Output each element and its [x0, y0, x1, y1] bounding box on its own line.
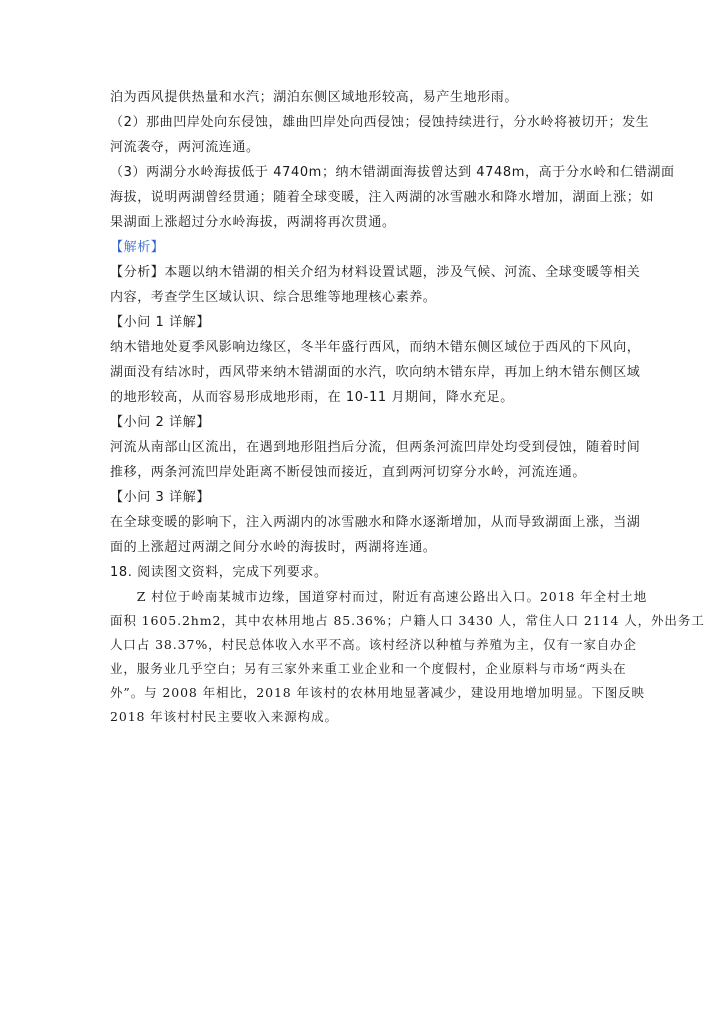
- subquestion-1-line-2: 湖面没有结冰时，西风带来纳木错湖面的水汽，吹向纳木错东岸，再加上纳木错东侧区域: [110, 365, 641, 380]
- answer-line-1-end: 泊为西风提供热量和水汽；湖泊东侧区域地形较高，易产生地形雨。: [110, 90, 519, 105]
- answer-3-line-3: 果湖面上涨超过分水岭海拔，两湖将再次贯通。: [110, 215, 396, 230]
- answer-2-line-2: 河流袭夺，两河流连通。: [110, 140, 260, 155]
- answer-3-line-1: （3）两湖分水岭海拔低于 4740m；纳木错湖面海拔曾达到 4748m，高于分水岭和仁错湖面: [110, 165, 675, 180]
- subquestion-1-heading: 【小问 1 详解】: [110, 315, 210, 330]
- subquestion-3-line-2: 面的上涨超过两湖之间分水岭的海拔时，两湖将连通。: [110, 540, 437, 555]
- material-line-2: 面积 1605.2hm2，其中农林用地占 85.36%；户籍人口 3430 人，常住人口 2114 人，外出务工: [110, 613, 705, 628]
- material-line-4: 业，服务业几乎空白；另有三家外来重工业企业和一个度假村，企业原料与市场“两头在: [110, 661, 627, 676]
- subquestion-2-heading: 【小问 2 详解】: [110, 415, 210, 430]
- analysis-line-2: 内容，考查学生区域认识、综合思维等地理核心素养。: [110, 290, 437, 305]
- material-line-3: 人口占 38.37%，村民总体收入水平不高。该村经济以种植与养殖为主，仅有一家自办企: [110, 637, 637, 652]
- subquestion-1-line-1: 纳木错地处夏季风影响边缘区，冬半年盛行西风，而纳木错东侧区域位于西风的下风向，: [110, 340, 641, 355]
- subquestion-2-line-1: 河流从南部山区流出，在遇到地形阻挡后分流，但两条河流凹岸处均受到侵蚀，随着时间: [110, 440, 641, 455]
- subquestion-1-line-3: 的地形较高，从而容易形成地形雨，在 10-11 月期间，降水充足。: [110, 390, 514, 405]
- answer-3-line-2: 海拔，说明两湖曾经贯通；随着全球变暖，注入两湖的冰雪融水和降水增加，湖面上涨；如: [110, 190, 655, 205]
- analysis-line-1: 【分析】本题以纳木错湖的相关介绍为材料设置试题，涉及气候、河流、全球变暖等相关: [110, 265, 641, 280]
- subquestion-2-line-2: 推移，两条河流凹岸处距离不断侵蚀而接近，直到两河切穿分水岭，河流连通。: [110, 465, 587, 480]
- answer-2-line-1: （2）那曲凹岸处向东侵蚀，雄曲凹岸处向西侵蚀；侵蚀持续进行，分水岭将被切开；发生: [110, 115, 650, 130]
- material-line-6: 2018 年该村村民主要收入来源构成。: [110, 709, 338, 724]
- material-line-1: Z 村位于岭南某城市边缘，国道穿村而过，附近有高速公路出入口。2018 年全村土地: [110, 589, 648, 604]
- subquestion-3-heading: 【小问 3 详解】: [110, 490, 210, 505]
- material-line-5: 外”。与 2008 年相比，2018 年该村的农林用地显著减少，建设用地增加明显。下图反映: [110, 685, 645, 700]
- analysis-heading: 【解析】: [110, 240, 165, 255]
- question-18-title: 18. 阅读图文资料，完成下列要求。: [110, 565, 328, 580]
- subquestion-3-line-1: 在全球变暖的影响下，注入两湖内的冰雪融水和降水逐渐增加，从而导致湖面上涨，当湖: [110, 515, 641, 530]
